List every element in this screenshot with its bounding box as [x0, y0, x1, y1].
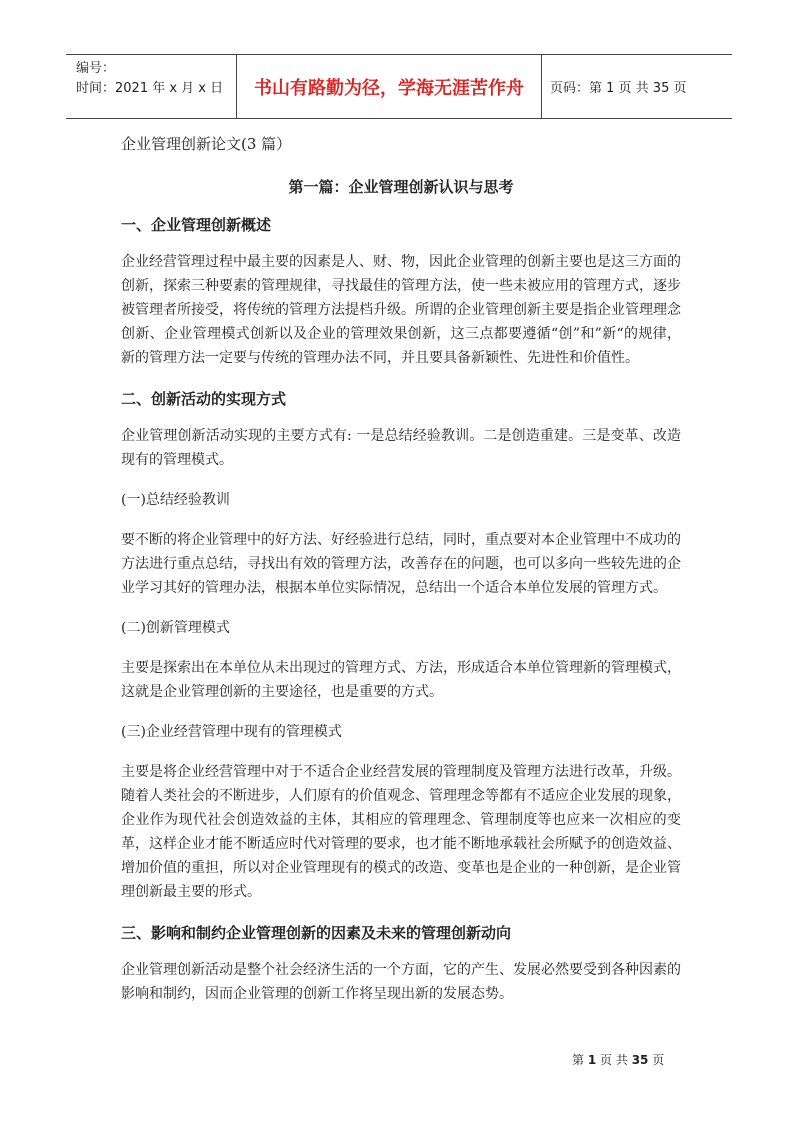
header-time: 时间：2021 年 x 月 x 日: [76, 81, 224, 96]
section-2-intro: 企业管理创新活动实现的主要方式有: 一是总结经验教训。二是创造重建。三是变革、改造现有的管理模式。: [121, 428, 681, 468]
subsection-text-1: 要不断的将企业管理中的好方法、好经验进行总结，同时，重点要对本企业管理中不成功的方法进行重点总结，寻找出有效的管理方法，改善存在的问题，也可以多向一些较先进的企业学习其好的管理办法，根据本单位实际情况，总结出一个适合本单位发展的管理方式。: [121, 532, 681, 596]
footer-suffix: 页: [652, 1053, 665, 1067]
header-number: 编号：: [76, 61, 116, 76]
subsection-text-2: 主要是探索出在本单位从未出现过的管理方式、方法，形成适合本单位管理新的管理模式，这就是企业管理创新的主要途径，也是重要的方式。: [121, 660, 681, 700]
header-motto: 书山有路勤为径，学海无涯苦作舟: [236, 55, 542, 118]
section-3-paragraph: 企业管理创新活动是整个社会经济生活的一个方面，它的产生、发展必然要受到各种因素的影响和制约，因而企业管理的创新工作将呈现出新的发展态势。: [121, 962, 681, 1002]
page-footer: [572, 1051, 664, 1068]
footer-prefix: 第: [572, 1053, 585, 1067]
footer-total-pages: 35: [631, 1053, 649, 1067]
section-heading-1: 一、企业管理创新概述: [121, 216, 272, 234]
document-title: 企业管理创新论文(3 篇）: [121, 135, 292, 153]
header-meta: [66, 55, 236, 118]
section-heading-3: 三、影响和制约企业管理创新的因素及未来的管理创新动向: [121, 924, 512, 942]
footer-page-number: 1: [587, 1053, 597, 1067]
subsection-label-1: (一)总结经验教训: [121, 492, 230, 508]
document-body: [121, 132, 681, 1022]
chapter-heading: 第一篇：企业管理创新认识与思考: [288, 178, 514, 196]
subsection-label-3: (三)企业经营管理中现有的管理模式: [121, 724, 342, 740]
subsection-text-3: 主要是将企业经营管理中对于不适合企业经营发展的管理制度及管理方法进行改革，升级。随着人类社会的不断进步，人们原有的价值观念、管理理念等都有不适应企业发展的现象，企业作为现代社会创造效益的主体，其相应的管理理念、管理制度等也应来一次相应的变革，这样企业才能不断适应时代对管理的要求，也才能不断地承载社会所赋予的创造效益、增加价值的重担，所以对企业管理现有的模式的改造、变革也是企业的一种创新，是企业管理创新最主要的形式。: [121, 764, 681, 900]
page-header: [66, 54, 732, 119]
header-page-info: 页码：第 1 页 共 35 页: [550, 81, 687, 96]
footer-middle: 页 共: [600, 1053, 628, 1067]
section-heading-2: 二、创新活动的实现方式: [121, 390, 287, 408]
subsection-label-2: (二)创新管理模式: [121, 620, 230, 636]
section-1-paragraph: 企业经营管理过程中最主要的因素是人、财、物，因此企业管理的创新主要也是这三方面的创新，探索三种要素的管理规律，寻找最佳的管理方法，使一些未被应用的管理方式，逐步被管理者所接受，将传统的管理方法提档升级。所谓的企业管理创新主要是指企业管理理念创新、企业管理模式创新以及企业的管理效果创新，这三点都要遵循“创”和”新“的规律，新的管理方法一定要与传统的管理办法不同，并且要具备新颖性、先进性和价值性。: [121, 254, 681, 366]
